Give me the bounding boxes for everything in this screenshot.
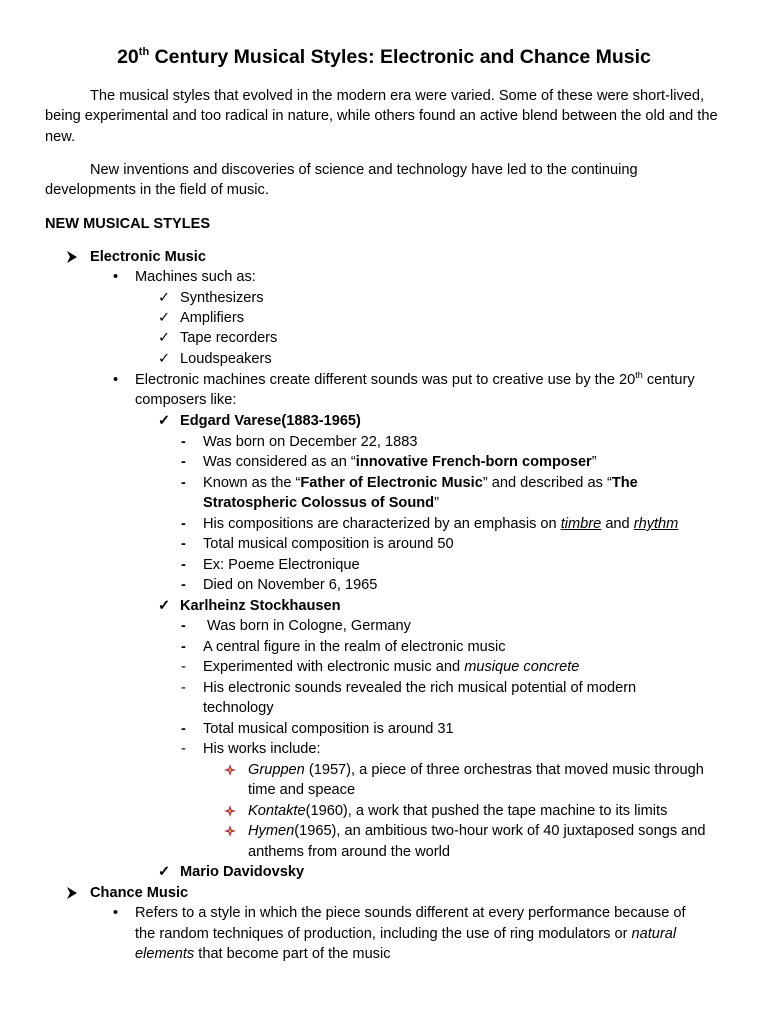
definition-italic: natural [631,926,677,942]
chance-definition-line1: Refers to a style in which the piece sounds different at every performance because of [135,905,686,921]
work-description: anthems from around the world [248,844,450,860]
checkmark-icon: ✓ [158,330,171,346]
arrow-bullet-icon [66,251,78,263]
dash-bullet-icon: - [181,536,186,552]
chance-definition-line2 [135,924,676,944]
title-number: 20 [117,46,139,68]
composers-intro-century: century [642,372,695,388]
fact-text-italic: musique concrete [464,659,580,675]
fact-text-emphasis: timbre [560,516,602,532]
fact-text-part: ” [591,454,597,470]
bullet-dot-icon: • [113,269,119,285]
definition-part: that become part of the music [194,946,391,962]
dash-bullet-icon: - [181,639,186,655]
composer-name: Mario Davidovsky [180,864,305,880]
work-title: Gruppen [248,762,305,778]
checkmark-icon: ✓ [158,598,171,614]
fact-text-part: Was considered as an “ [203,454,356,470]
title-superscript: th [138,46,150,58]
fact-text-part: ” and described as “ [482,475,612,491]
fact-text [203,514,678,534]
fact-text-bold: innovative French-born composer [355,454,592,470]
dash-bullet-icon: - [181,434,186,450]
fact-text: His electronic sounds revealed the rich musical potential of modern [203,680,637,696]
fact-text-part: Known as the “ [203,475,301,491]
electronic-music-label: Electronic Music [90,249,206,265]
fact-text: Total musical composition is around 31 [203,721,454,737]
four-point-star-bullet-icon [224,825,236,837]
fact-text: Ex: Poeme Electronique [203,557,360,573]
dash-bullet-icon: - [181,659,186,675]
four-point-star-bullet-icon [224,805,236,817]
fact-text-bold: Stratospheric Colossus of Sound [203,495,435,511]
fact-text: Was born in Cologne, Germany [203,618,411,634]
dash-bullet-icon: - [181,577,186,593]
fact-text: Died on November 6, 1965 [203,577,378,593]
composers-intro-superscript: th [635,370,643,380]
chance-definition-line3 [135,944,391,964]
intro-paragraph: The musical styles that evolved in the modern era were varied. Some of these were short-lived, being experimental and too radical in nature, while others found an active blend between the old and the new. [45,88,718,145]
bullet-dot-icon: • [113,905,119,921]
machine-name: Amplifiers [180,310,245,326]
machines-intro-text: Machines such as: [135,269,256,285]
work-description: (1960), a work that pushed the tape machine to its limits [305,803,668,819]
work-title: Kontakte [248,803,306,819]
chance-music-label: Chance Music [90,885,189,901]
section-heading: NEW MUSICAL STYLES [45,216,211,232]
checkmark-icon: ✓ [158,351,171,367]
fact-text [203,493,439,513]
dash-bullet-icon: - [181,557,186,573]
fact-text: Was born on December 22, 1883 [203,434,418,450]
bullet-dot-icon: • [113,372,119,388]
work-text [248,760,704,780]
fact-text-part: ” [434,495,439,511]
fact-text: A central figure in the realm of electronic music [203,639,506,655]
machine-name: Loudspeakers [180,351,272,367]
fact-text [203,657,579,677]
fact-text-part: Experimented with electronic music and [203,659,465,675]
fact-text-bold: The [611,475,638,491]
fact-text-emphasis: rhythm [633,516,679,532]
dash-bullet-icon: - [181,516,186,532]
composers-intro-line1 [135,370,695,390]
machine-name: Tape recorders [180,330,278,346]
checkmark-icon: ✓ [158,290,171,306]
fact-text: Total musical composition is around 50 [203,536,454,552]
fact-text-bold: Father of Electronic Music [300,475,483,491]
four-point-star-bullet-icon [224,764,236,776]
work-text [248,801,667,821]
definition-italic: elements [135,946,195,962]
fact-text: His works include: [203,741,321,757]
work-description: (1957), a piece of three orchestras that moved music through [304,762,704,778]
composer-name: Edgard Varese(1883-1965) [180,413,361,429]
fact-text-part: and [601,516,634,532]
fact-text [203,452,597,472]
title-text: Century Musical Styles: Electronic and Chance Music [149,46,651,68]
dash-bullet-icon: - [181,721,186,737]
composers-intro-text: Electronic machines create different sounds was put to creative use by the 20 [135,372,636,388]
dash-bullet-icon: - [181,475,186,491]
composers-intro-line2: composers like: [135,392,237,408]
composer-name: Karlheinz Stockhausen [180,598,341,614]
page-title [0,44,768,70]
definition-part: the random techniques of production, including the use of ring modulators or [135,926,632,942]
fact-text [203,473,638,493]
checkmark-icon: ✓ [158,413,171,429]
checkmark-icon: ✓ [158,864,171,880]
checkmark-icon: ✓ [158,310,171,326]
machine-name: Synthesizers [180,290,264,306]
fact-text-part: His compositions are characterized by an emphasis on [203,516,561,532]
dash-bullet-icon: - [181,680,186,696]
work-description: (1965), an ambitious two-hour work of 40 juxtaposed songs and [294,823,706,839]
dash-bullet-icon: - [181,618,186,634]
dash-bullet-icon: - [181,454,186,470]
dash-bullet-icon: - [181,741,186,757]
technology-paragraph: New inventions and discoveries of science and technology have led to the continuing developments in the field of music. [45,162,638,199]
arrow-bullet-icon [66,887,78,899]
work-description: time and speace [248,782,356,798]
work-text [248,821,706,841]
work-title: Hymen [248,823,295,839]
fact-text: technology [203,700,274,716]
